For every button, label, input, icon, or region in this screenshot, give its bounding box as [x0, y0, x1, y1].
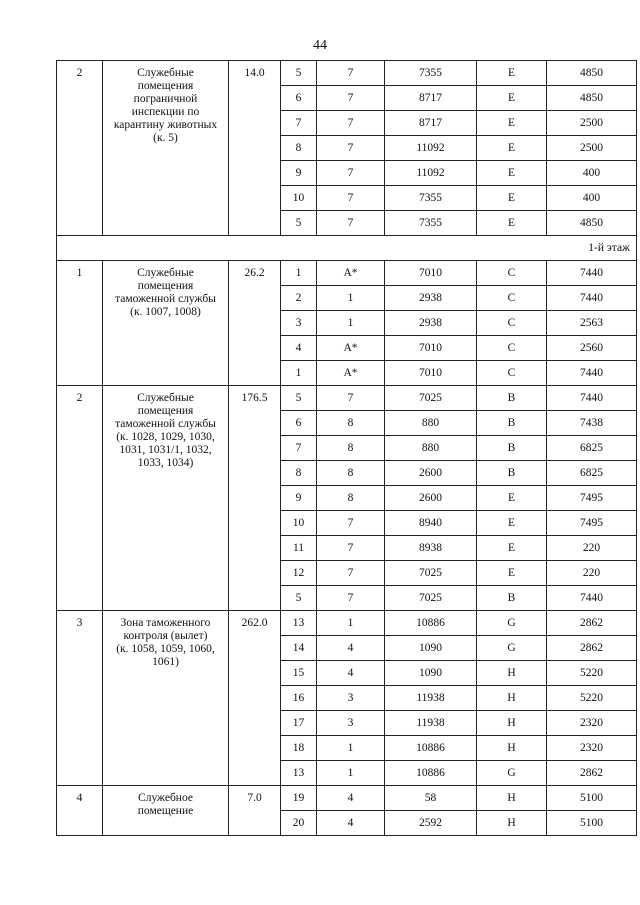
point-number-cell: 3: [281, 311, 317, 336]
room-name-line: карантину животных: [113, 119, 218, 131]
class-cell: 7: [317, 186, 385, 211]
class-cell: 7: [317, 211, 385, 236]
x-coordinate-cell: 58: [385, 786, 477, 811]
room-number-cell: 1: [57, 261, 103, 386]
x-coordinate-cell: 8717: [385, 111, 477, 136]
y-coordinate-cell: 7440: [547, 386, 637, 411]
direction-cell: B: [477, 436, 547, 461]
y-coordinate-cell: 400: [547, 186, 637, 211]
point-number-cell: 8: [281, 461, 317, 486]
direction-cell: E: [477, 211, 547, 236]
room-name-line: Служебные: [137, 392, 194, 404]
class-cell: 7: [317, 561, 385, 586]
area-cell: 176.5: [229, 386, 281, 611]
x-coordinate-cell: 880: [385, 411, 477, 436]
class-cell: 1: [317, 611, 385, 636]
room-name-line: помещения: [137, 80, 194, 92]
class-cell: 7: [317, 386, 385, 411]
direction-cell: E: [477, 111, 547, 136]
room-name-line: 1033, 1034): [137, 457, 194, 469]
direction-cell: B: [477, 586, 547, 611]
x-coordinate-cell: 7355: [385, 211, 477, 236]
x-coordinate-cell: 7010: [385, 261, 477, 286]
direction-cell: B: [477, 386, 547, 411]
class-cell: A*: [317, 361, 385, 386]
direction-cell: G: [477, 611, 547, 636]
direction-cell: H: [477, 711, 547, 736]
class-cell: 7: [317, 86, 385, 111]
room-name-cell: [103, 61, 229, 236]
point-number-cell: 19: [281, 786, 317, 811]
direction-cell: C: [477, 286, 547, 311]
x-coordinate-cell: 11938: [385, 686, 477, 711]
class-cell: 7: [317, 536, 385, 561]
point-number-cell: 5: [281, 386, 317, 411]
direction-cell: B: [477, 411, 547, 436]
area-cell: 26.2: [229, 261, 281, 386]
x-coordinate-cell: 2600: [385, 461, 477, 486]
point-number-cell: 5: [281, 211, 317, 236]
direction-cell: H: [477, 786, 547, 811]
room-number-cell: 3: [57, 611, 103, 786]
x-coordinate-cell: 2938: [385, 286, 477, 311]
room-name-line: помещения: [137, 405, 194, 417]
y-coordinate-cell: 2560: [547, 336, 637, 361]
direction-cell: E: [477, 536, 547, 561]
direction-cell: E: [477, 511, 547, 536]
point-number-cell: 15: [281, 661, 317, 686]
x-coordinate-cell: 11092: [385, 136, 477, 161]
room-number-cell: 2: [57, 61, 103, 236]
y-coordinate-cell: 2563: [547, 311, 637, 336]
room-number-cell: 4: [57, 786, 103, 836]
class-cell: 7: [317, 511, 385, 536]
y-coordinate-cell: 7440: [547, 286, 637, 311]
table-row: [57, 386, 637, 411]
class-cell: 1: [317, 761, 385, 786]
direction-cell: C: [477, 311, 547, 336]
y-coordinate-cell: 7440: [547, 261, 637, 286]
point-number-cell: 6: [281, 411, 317, 436]
y-coordinate-cell: 2862: [547, 611, 637, 636]
x-coordinate-cell: 7025: [385, 561, 477, 586]
direction-cell: E: [477, 86, 547, 111]
point-number-cell: 9: [281, 486, 317, 511]
x-coordinate-cell: 2592: [385, 811, 477, 836]
point-number-cell: 14: [281, 636, 317, 661]
floor-label: 1-й этаж: [57, 236, 637, 261]
x-coordinate-cell: 8940: [385, 511, 477, 536]
y-coordinate-cell: 6825: [547, 461, 637, 486]
room-name-line: помещение: [137, 805, 194, 817]
point-number-cell: 1: [281, 361, 317, 386]
y-coordinate-cell: 7440: [547, 586, 637, 611]
class-cell: 4: [317, 811, 385, 836]
room-name-cell: [103, 386, 229, 611]
point-number-cell: 18: [281, 736, 317, 761]
class-cell: 1: [317, 736, 385, 761]
y-coordinate-cell: 4850: [547, 211, 637, 236]
x-coordinate-cell: 7025: [385, 586, 477, 611]
x-coordinate-cell: 880: [385, 436, 477, 461]
class-cell: 4: [317, 786, 385, 811]
x-coordinate-cell: 7010: [385, 361, 477, 386]
y-coordinate-cell: 2320: [547, 711, 637, 736]
class-cell: 8: [317, 486, 385, 511]
class-cell: A*: [317, 336, 385, 361]
x-coordinate-cell: 1090: [385, 636, 477, 661]
point-number-cell: 13: [281, 761, 317, 786]
y-coordinate-cell: 5220: [547, 686, 637, 711]
x-coordinate-cell: 7355: [385, 61, 477, 86]
x-coordinate-cell: 10886: [385, 736, 477, 761]
direction-cell: C: [477, 361, 547, 386]
direction-cell: G: [477, 636, 547, 661]
table-row: [57, 611, 637, 636]
point-number-cell: 8: [281, 136, 317, 161]
direction-cell: E: [477, 136, 547, 161]
y-coordinate-cell: 7495: [547, 511, 637, 536]
x-coordinate-cell: 2938: [385, 311, 477, 336]
point-number-cell: 5: [281, 586, 317, 611]
direction-cell: E: [477, 186, 547, 211]
direction-cell: E: [477, 61, 547, 86]
y-coordinate-cell: 2320: [547, 736, 637, 761]
class-cell: 7: [317, 136, 385, 161]
room-name-line: пограничной: [133, 93, 198, 105]
x-coordinate-cell: 11092: [385, 161, 477, 186]
x-coordinate-cell: 10886: [385, 761, 477, 786]
room-name-line: контроля (вылет): [123, 630, 208, 642]
room-name-line: Служебные: [137, 67, 194, 79]
y-coordinate-cell: 7438: [547, 411, 637, 436]
class-cell: 3: [317, 711, 385, 736]
room-name-line: Зона таможенного: [120, 617, 211, 629]
x-coordinate-cell: 10886: [385, 611, 477, 636]
y-coordinate-cell: 4850: [547, 61, 637, 86]
direction-cell: H: [477, 811, 547, 836]
direction-cell: C: [477, 261, 547, 286]
direction-cell: H: [477, 661, 547, 686]
y-coordinate-cell: 5100: [547, 786, 637, 811]
x-coordinate-cell: 2600: [385, 486, 477, 511]
x-coordinate-cell: 11938: [385, 711, 477, 736]
y-coordinate-cell: 6825: [547, 436, 637, 461]
room-name-line: (к. 5): [153, 132, 178, 144]
area-cell: 7.0: [229, 786, 281, 836]
point-number-cell: 17: [281, 711, 317, 736]
area-cell: 262.0: [229, 611, 281, 786]
direction-cell: E: [477, 161, 547, 186]
room-name-cell: [103, 611, 229, 786]
room-name-line: Служебные: [137, 267, 194, 279]
x-coordinate-cell: 8938: [385, 536, 477, 561]
direction-cell: H: [477, 736, 547, 761]
y-coordinate-cell: 2862: [547, 761, 637, 786]
page-number: 44: [313, 38, 327, 53]
direction-cell: B: [477, 461, 547, 486]
direction-cell: E: [477, 561, 547, 586]
room-name-cell: [103, 786, 229, 836]
x-coordinate-cell: 7025: [385, 386, 477, 411]
x-coordinate-cell: 7010: [385, 336, 477, 361]
room-name-line: 1031, 1031/1, 1032,: [119, 444, 212, 456]
room-name-line: (к. 1028, 1029, 1030,: [116, 431, 215, 443]
point-number-cell: 1: [281, 261, 317, 286]
table-row: [57, 261, 637, 286]
point-number-cell: 16: [281, 686, 317, 711]
y-coordinate-cell: 400: [547, 161, 637, 186]
y-coordinate-cell: 4850: [547, 86, 637, 111]
y-coordinate-cell: 7495: [547, 486, 637, 511]
direction-cell: G: [477, 761, 547, 786]
class-cell: 3: [317, 686, 385, 711]
room-name-line: 1061): [152, 656, 179, 668]
class-cell: 1: [317, 311, 385, 336]
class-cell: 7: [317, 586, 385, 611]
y-coordinate-cell: 220: [547, 561, 637, 586]
y-coordinate-cell: 2862: [547, 636, 637, 661]
x-coordinate-cell: 8717: [385, 86, 477, 111]
room-name-line: таможенной службы: [115, 293, 216, 305]
point-number-cell: 4: [281, 336, 317, 361]
class-cell: 4: [317, 661, 385, 686]
floor-header-row: [57, 236, 637, 261]
y-coordinate-cell: 7440: [547, 361, 637, 386]
room-name-cell: [103, 261, 229, 386]
class-cell: 8: [317, 411, 385, 436]
point-number-cell: 2: [281, 286, 317, 311]
table-row: [57, 61, 637, 86]
x-coordinate-cell: 1090: [385, 661, 477, 686]
point-number-cell: 7: [281, 436, 317, 461]
class-cell: 8: [317, 461, 385, 486]
y-coordinate-cell: 2500: [547, 136, 637, 161]
x-coordinate-cell: 7355: [385, 186, 477, 211]
room-name-line: инспекции по: [131, 106, 200, 118]
room-number-cell: 2: [57, 386, 103, 611]
class-cell: 7: [317, 161, 385, 186]
point-number-cell: 7: [281, 111, 317, 136]
point-number-cell: 10: [281, 511, 317, 536]
room-name-line: помещения: [137, 280, 194, 292]
table-body: [57, 61, 637, 836]
point-number-cell: 5: [281, 61, 317, 86]
point-number-cell: 11: [281, 536, 317, 561]
direction-cell: C: [477, 336, 547, 361]
area-cell: 14.0: [229, 61, 281, 236]
point-number-cell: 13: [281, 611, 317, 636]
direction-cell: H: [477, 686, 547, 711]
class-cell: 7: [317, 61, 385, 86]
room-name-line: Служебное: [138, 792, 193, 804]
y-coordinate-cell: 220: [547, 536, 637, 561]
class-cell: 4: [317, 636, 385, 661]
point-number-cell: 10: [281, 186, 317, 211]
y-coordinate-cell: 5100: [547, 811, 637, 836]
point-number-cell: 9: [281, 161, 317, 186]
y-coordinate-cell: 5220: [547, 661, 637, 686]
table-row: [57, 786, 637, 811]
direction-cell: E: [477, 486, 547, 511]
class-cell: 1: [317, 286, 385, 311]
room-name-line: (к. 1058, 1059, 1060,: [116, 643, 215, 655]
class-cell: 8: [317, 436, 385, 461]
room-name-line: таможенной службы: [115, 418, 216, 430]
class-cell: 7: [317, 111, 385, 136]
point-number-cell: 12: [281, 561, 317, 586]
point-number-cell: 6: [281, 86, 317, 111]
coordinates-table: [56, 60, 637, 836]
point-number-cell: 20: [281, 811, 317, 836]
class-cell: A*: [317, 261, 385, 286]
room-name-line: (к. 1007, 1008): [130, 306, 201, 318]
y-coordinate-cell: 2500: [547, 111, 637, 136]
